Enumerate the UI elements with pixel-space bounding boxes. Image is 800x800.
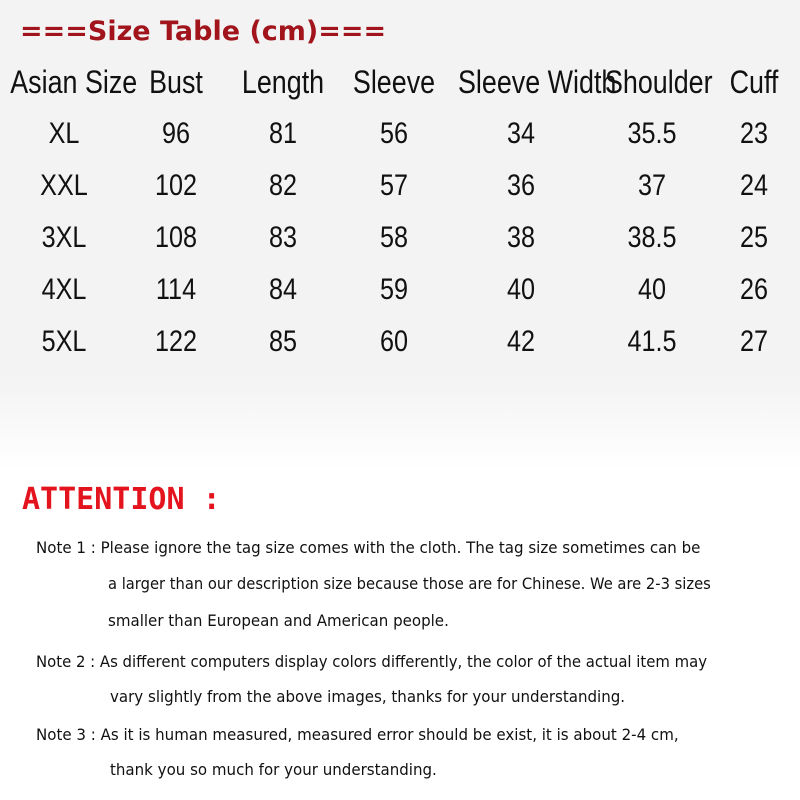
- cell-sleeve-width: 34: [506, 117, 536, 150]
- cell-bust: 122: [154, 325, 198, 358]
- cell-sleeve: 57: [379, 169, 409, 202]
- cell-size: XL: [48, 117, 80, 150]
- cell-cuff: 26: [739, 273, 769, 306]
- cell-sleeve-width: 38: [506, 221, 536, 254]
- cell-size: 4XL: [41, 273, 87, 306]
- header-length: Length: [241, 64, 325, 100]
- table-row: [0, 316, 800, 368]
- header-cuff: Cuff: [729, 64, 779, 100]
- cell-size: 3XL: [41, 221, 87, 254]
- note-1-line-1: Note 1 : Please ignore the tag size comes with the cloth. The tag size sometimes can be: [36, 538, 701, 557]
- note-2-line-1: Note 2 : As different computers display colors differently, the color of the actual item may: [36, 652, 708, 671]
- cell-sleeve: 60: [379, 325, 409, 358]
- header-shoulder: Shoulder: [604, 64, 713, 100]
- cell-bust: 108: [154, 221, 198, 254]
- cell-bust: 96: [161, 117, 191, 150]
- cell-sleeve: 56: [379, 117, 409, 150]
- cell-sleeve-width: 36: [506, 169, 536, 202]
- header-sleeve-width: Sleeve Width: [458, 64, 617, 100]
- size-table: [0, 56, 800, 368]
- size-table-header-row: [0, 56, 800, 108]
- cell-size: 5XL: [41, 325, 87, 358]
- cell-shoulder: 41.5: [627, 325, 677, 358]
- cell-shoulder: 38.5: [627, 221, 677, 254]
- note-3-line-2: thank you so much for your understanding.: [110, 760, 437, 779]
- cell-sleeve-width: 42: [506, 325, 536, 358]
- cell-sleeve-width: 40: [506, 273, 536, 306]
- cell-cuff: 25: [739, 221, 769, 254]
- cell-shoulder: 35.5: [627, 117, 677, 150]
- attention-title: ATTENTION :: [22, 482, 221, 517]
- header-bust: Bust: [149, 64, 203, 100]
- table-row: [0, 160, 800, 212]
- cell-shoulder: 37: [637, 169, 667, 202]
- header-sleeve: Sleeve: [352, 64, 436, 100]
- note-2-line-2: vary slightly from the above images, thanks for your understanding.: [110, 687, 626, 706]
- cell-length: 85: [268, 325, 298, 358]
- cell-bust: 102: [154, 169, 198, 202]
- cell-length: 84: [268, 273, 298, 306]
- header-asian-size: Asian Size: [10, 64, 138, 100]
- cell-length: 81: [268, 117, 298, 150]
- cell-bust: 114: [155, 273, 197, 306]
- cell-size: XXL: [40, 169, 88, 202]
- cell-length: 82: [268, 169, 298, 202]
- cell-cuff: 27: [739, 325, 769, 358]
- note-1-line-3: smaller than European and American people.: [108, 611, 449, 630]
- note-1-line-2: a larger than our description size because those are for Chinese. We are 2-3 sizes: [108, 574, 711, 593]
- cell-sleeve: 59: [379, 273, 409, 306]
- size-table-panel-fade: [0, 380, 800, 470]
- table-row: [0, 108, 800, 160]
- table-row: [0, 264, 800, 316]
- cell-length: 83: [268, 221, 298, 254]
- note-3-line-1: Note 3 : As it is human measured, measured error should be exist, it is about 2-4 cm,: [36, 725, 679, 744]
- cell-cuff: 23: [739, 117, 769, 150]
- cell-sleeve: 58: [379, 221, 409, 254]
- table-row: [0, 212, 800, 264]
- cell-cuff: 24: [739, 169, 769, 202]
- size-table-title: ===Size Table (cm)===: [20, 16, 387, 47]
- cell-shoulder: 40: [637, 273, 667, 306]
